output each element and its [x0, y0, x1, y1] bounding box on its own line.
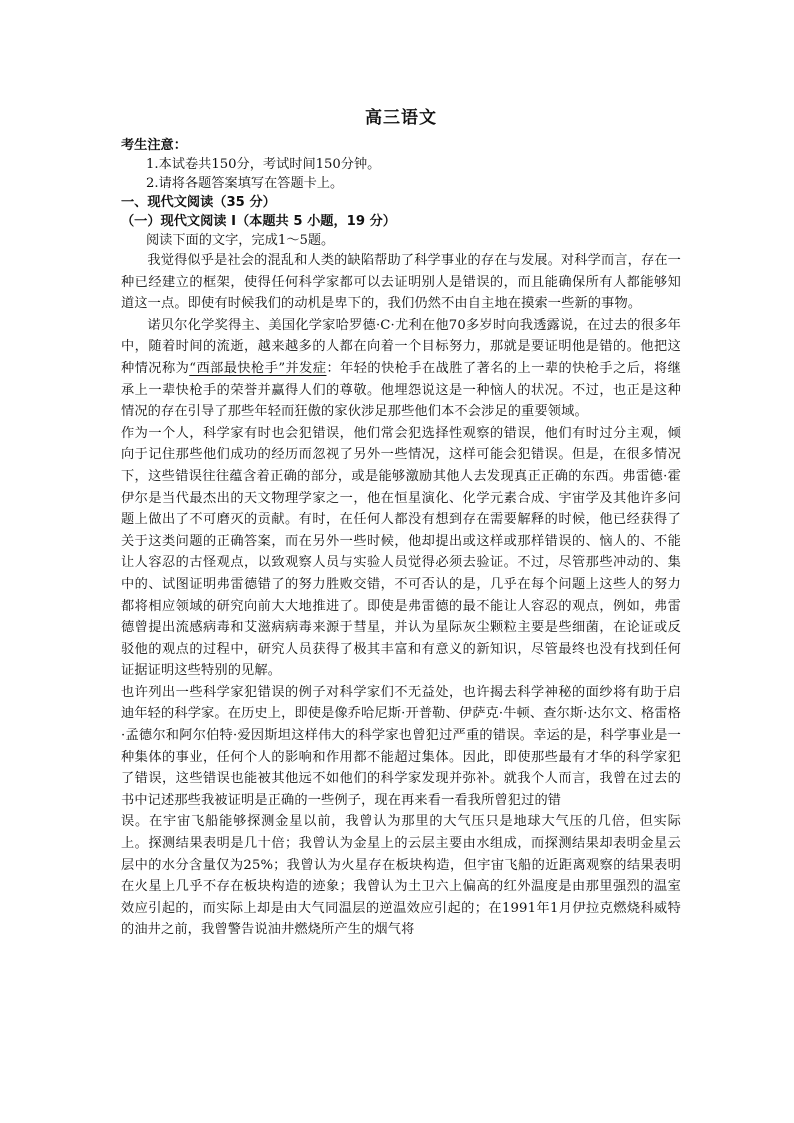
- passage-paragraph-2: [121, 315, 681, 423]
- underlined-phrase: “西部最快枪手”并发症: [189, 360, 327, 376]
- notice-heading: 考生注意：: [121, 138, 187, 153]
- notice-item-2: 2.请将各题答案填写在答题卡上。: [146, 176, 344, 191]
- document-body: [121, 106, 681, 941]
- paragraph-2-text-b: ：年轻的快枪手在战胜了著名的上一辈的快枪手之后，将继承上一辈快枪手的荣誉并赢得人们的尊敬。他埋怨说这是一种恼人的状况。不过，也正是这种情况的存在引导了那些年轻而狂傲的家伙涉足那些他们本不会涉足的重要领域。: [121, 360, 682, 420]
- subsection-heading: （一）现代文阅读 I（本题共 5 小题，19 分）: [121, 214, 396, 229]
- notice-item-1: 1.本试卷共150分，考试时间150分钟。: [146, 157, 381, 172]
- passage-paragraph-1: 我觉得似乎是社会的混乱和人类的缺陷帮助了科学事业的存在与发展。对科学而言，存在一种已经建立的框架，使得任何科学家都可以去证明别人是错误的，而且能确保所有人都能够知道这一点。即使有时候我们的动机是卑下的，我们仍然不由自主地在摸索一些新的事物。: [121, 253, 681, 312]
- passage-paragraph-3: 作为一个人，科学家有时也会犯错误，他们常会犯选择性观察的错误，他们有时过分主观，倾向于记住那些他们成功的经历而忽视了另外一些情况，这样可能会犯错误。但是，在很多情况下，这些错误往往蕴含着正确的部分，或是能够激励其他人去发现真正正确的东西。弗雷德·霍伊尔是当代最杰出的天文物理学家之一，他在恒星演化、化学元素合成、宇宙学及其他许多问题上做出了不可磨灭的贡献。有时，在任何人都没有想到存在需要解释的时候，他已经获得了关于这类问题的正确答案，而在另外一些时候，他却提出或这样或那样错误的、恼人的、不能让人容忍的古怪观点，以致观察人员与实验人员觉得必须去验证。不过，尽管那些冲动的、集中的、试图证明弗雷德错了的努力胜败交错，不可否认的是，几乎在每个问题上这些人的努力都将相应领域的研究向前大大地推进了。即使是弗雷德的最不能让人容忍的观点，例如，弗雷德曾提出流感病毒和艾滋病病毒来源于彗星，并认为星际灰尘颗粒主要是些细菌，在论证或反驳他的观点的过程中，研究人员获得了极其丰富和有意义的新知识，尽管最终也没有找到任何证据证明这些特别的见解。: [121, 425, 681, 679]
- passage-paragraph-4: 也许列出一些科学家犯错误的例子对科学家们不无益处，也许揭去科学神秘的面纱将有助于启迪年轻的科学家。在历史上，即使是像乔哈尼斯·开普勒、伊萨克·牛顿、查尔斯·达尔文、格雷格·孟德尔和阿尔伯特·爱因斯坦这样伟大的科学家也曾犯过严重的错误。幸运的是，科学事业是一种集体的事业，任何个人的影响和作用都不能超过集体。因此，即使那些最有才华的科学家犯了错误，这些错误也能被其他远不如他们的科学家发现并弥补。就我个人而言，我曾在过去的书中记述那些我被证明是正确的一些例子，现在再来看一看我所曾犯过的错: [121, 684, 681, 808]
- reading-instruction: 阅读下面的文字，完成1～5题。: [146, 233, 335, 248]
- passage-paragraph-5: 误。在宇宙飞船能够探测金星以前，我曾认为那里的大气压只是地球大气压的几倍，但实际上。探测结果表明是几十倍；我曾认为金星上的云层主要由水组成，而探测结果却表明金星云层中的水分含量仅为25%；我曾认为火星存在板块构造，但宇宙飞船的近距离观察的结果表明在火星上几乎不存在板块构造的迹象；我曾认为土卫六上偏高的红外温度是由那里强烈的温室效应引起的，而实际上却是由大气同温层的逆温效应引起的；在1991年1月伊拉克燃烧科威特的油井之前，我曾警告说油井燃烧所产生的烟气将: [121, 814, 681, 938]
- page-title: 高三语文: [365, 108, 437, 128]
- section-heading: 一、现代文阅读（35 分）: [121, 195, 276, 210]
- paragraph-2-text-a: 诺贝尔化学奖得主、美国化学家哈罗德·C·尤利在他70多岁时向我透露说，在过去的很多年中，随着时间的流逝，越来越多的人都在向着一个目标努力，那就是要证明他是错的。他把这种情况称为: [121, 317, 681, 376]
